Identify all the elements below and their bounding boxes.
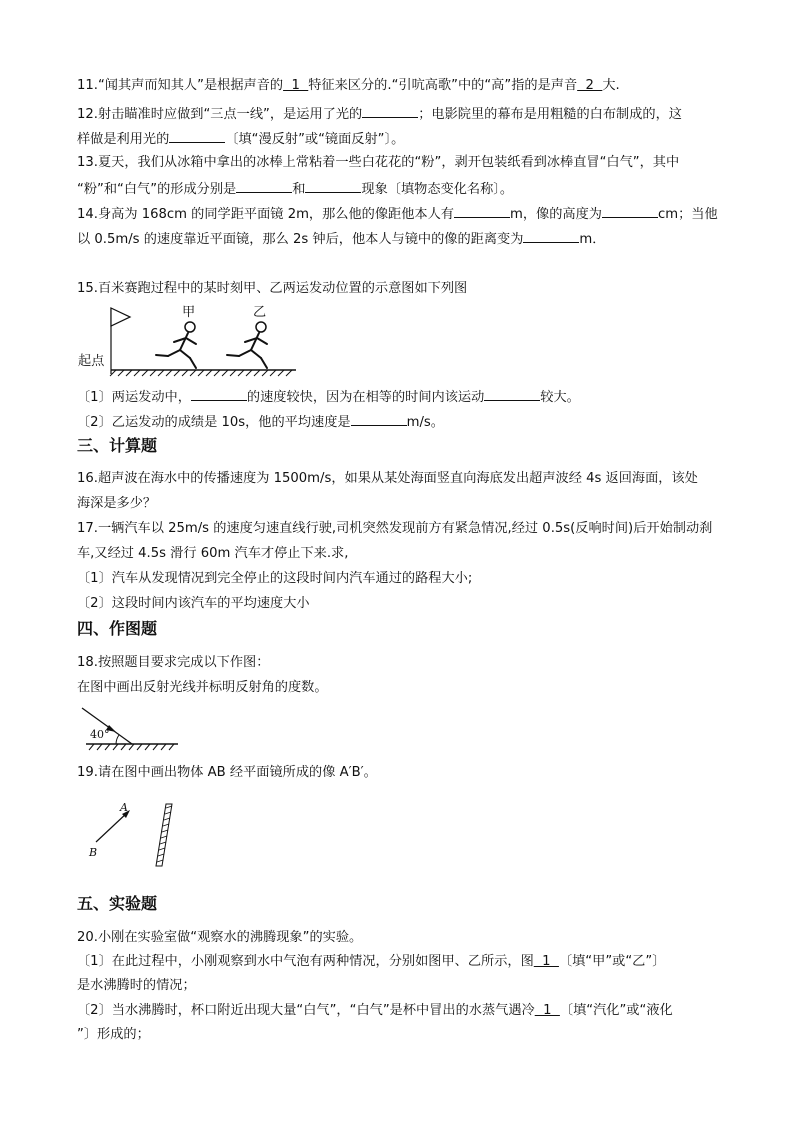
q11-line bbox=[77, 76, 620, 96]
mirror-hatching bbox=[89, 744, 174, 750]
q13-text-2b: 和 bbox=[292, 182, 306, 197]
q12-blank-1[interactable] bbox=[362, 103, 418, 118]
q15-stem: 15.百米赛跑过程中的某时刻甲、乙两运发动位置的示意图如下列图 bbox=[77, 281, 468, 296]
q20-text-1b: 〔填“甲”或“乙”〕 bbox=[558, 954, 666, 969]
q16-line-2: 海深是多少？ bbox=[77, 496, 157, 511]
q13-line-2 bbox=[77, 178, 513, 200]
q11-text-a: 11.“闻其声而知其人”是根据声音的 bbox=[77, 78, 284, 93]
start-flag-icon bbox=[111, 308, 130, 326]
q14-line-2 bbox=[77, 228, 605, 250]
section-heading-drawing: 四、作图题 bbox=[77, 619, 158, 638]
q13-text-2c: 现象〔填物态变化名称〕。 bbox=[361, 182, 514, 197]
q18-line-2: 在图中画出反射光线并标明反射角的度数。 bbox=[77, 680, 328, 695]
section-heading-calc: 三、计算题 bbox=[77, 436, 158, 455]
q12-text-2a: 样做是利用光的 bbox=[77, 132, 170, 147]
q15-text-1c: 较大。 bbox=[540, 390, 580, 405]
q15-blank-2[interactable] bbox=[484, 386, 540, 401]
q20-answer-2: 1 bbox=[534, 1003, 560, 1018]
q20-answer-1: 1 bbox=[533, 954, 559, 969]
q14-text-2b: m． bbox=[579, 232, 606, 247]
q13-blank-2[interactable] bbox=[305, 178, 361, 193]
label-start: 起点 bbox=[78, 354, 105, 369]
q12-line-1 bbox=[77, 103, 682, 125]
q20-part-2 bbox=[77, 1001, 673, 1021]
q20-line-1: 20.小刚在实验室做“观察水的沸腾现象”的实验。 bbox=[77, 930, 363, 945]
q18-reflection-figure bbox=[76, 702, 186, 752]
q17-part-2: 〔2〕这段时间内该汽车的平均速度大小 bbox=[77, 596, 310, 611]
q11-text-c: 大. bbox=[602, 78, 620, 93]
q12-line-2 bbox=[77, 128, 404, 150]
point-b-label: B bbox=[89, 846, 98, 859]
q14-text-1a: 14.身高为 168cm 的同学距平面镜 2m，那么他的像距他本人有 bbox=[77, 207, 454, 222]
q18-line-1: 18.按照题目要求完成以下作图： bbox=[77, 655, 270, 670]
q17-line-1: 17.一辆汽车以 25m/s 的速度匀速直线行驶,司机突然发现前方有紧急情况,经过 0.5s(反响时间)后开始制动刹 bbox=[77, 521, 713, 536]
runner-yi-icon bbox=[227, 322, 267, 368]
q20-text-2b: 〔填“汽化”或“液化 bbox=[559, 1003, 673, 1018]
q13-line-1: 13.夏天，我们从冰箱中拿出的冰棒上常粘着一些白花花的“粉”，剥开包装纸看到冰棒直冒“白气”，其中 bbox=[77, 155, 680, 170]
q15-part-1 bbox=[77, 386, 580, 408]
q16-line-1: 16.超声波在海水中的传播速度为 1500m/s，如果从某处海面竖直向海底发出超声波经 4s 返回海面，该处 bbox=[77, 471, 698, 486]
angle-label: 40° bbox=[90, 728, 110, 741]
q15-text-1b: 的速度较快，因为在相等的时间内该运动 bbox=[246, 390, 485, 405]
q12-text-1a: 12.射击瞄准时应做到“三点一线”，是运用了光的 bbox=[77, 107, 363, 122]
point-a-label: A bbox=[120, 801, 128, 814]
q14-blank-3[interactable] bbox=[523, 228, 579, 243]
q13-text-2a: “粉”和“白气”的形成分别是 bbox=[77, 182, 237, 197]
q14-blank-2[interactable] bbox=[602, 203, 658, 218]
q14-line-1 bbox=[77, 203, 718, 225]
q17-part-1: 〔1〕汽车从发现情况到完全停止的这段时间内汽车通过的路程大小; bbox=[77, 571, 473, 586]
q12-text-2b: 〔填“漫反射”或“镜面反射”〕。 bbox=[225, 132, 405, 147]
q14-text-1c: cm；当他 bbox=[657, 207, 718, 222]
q15-text-2b: m/s。 bbox=[406, 415, 444, 430]
section-heading-experiment: 五、实验题 bbox=[77, 894, 158, 913]
q19-line-1: 19.请在图中画出物体 AB 经平面镜所成的像 A′B′。 bbox=[77, 765, 377, 780]
q15-blank-3[interactable] bbox=[351, 411, 407, 426]
plane-mirror bbox=[156, 804, 172, 866]
q15-race-figure bbox=[76, 300, 316, 380]
q20-part-1 bbox=[77, 952, 665, 972]
q20-text-2a: 〔2〕当水沸腾时，杯口附近出现大量“白气”，“白气”是杯中冒出的水蒸气遇冷 bbox=[77, 1003, 535, 1018]
q11-answer-2: 2 bbox=[577, 78, 603, 93]
q20-part-2-line-2: ”〕形成的； bbox=[77, 1027, 150, 1042]
q14-blank-1[interactable] bbox=[454, 203, 510, 218]
q19-mirror-figure bbox=[86, 796, 196, 872]
q20-text-1a: 〔1〕在此过程中，小刚观察到水中气泡有两种情况，分别如图甲、乙所示，图 bbox=[77, 954, 534, 969]
q13-blank-1[interactable] bbox=[236, 178, 292, 193]
runner-jia-icon bbox=[156, 322, 196, 368]
q15-text-1a: 〔1〕两运发动中， bbox=[77, 390, 191, 405]
q15-blank-1[interactable] bbox=[191, 386, 247, 401]
label-yi: 乙 bbox=[253, 305, 267, 320]
q15-part-2 bbox=[77, 411, 444, 433]
q11-text-b: 特征来区分的.“引吭高歌”中的“高”指的是声音 bbox=[308, 78, 578, 93]
track-hatching bbox=[110, 370, 292, 376]
q11-answer-1: 1 bbox=[283, 78, 309, 93]
q14-text-1b: m，像的高度为 bbox=[510, 207, 602, 222]
q14-text-2a: 以 0.5m/s 的速度靠近平面镜，那么 2s 钟后，他本人与镜中的像的距离变为 bbox=[77, 232, 524, 247]
q20-part-1-line-2: 是水沸腾时的情况； bbox=[77, 978, 196, 993]
q12-blank-2[interactable] bbox=[169, 128, 225, 143]
label-jia: 甲 bbox=[182, 305, 196, 320]
q12-text-1b: ；电影院里的幕布是用粗糙的白布制成的，这 bbox=[418, 107, 682, 122]
angle-arc bbox=[116, 735, 119, 744]
q17-line-2: 车,又经过 4.5s 滑行 60m 汽车才停止下来.求, bbox=[77, 546, 349, 561]
q15-text-2a: 〔2〕乙运发动的成绩是 10s，他的平均速度是 bbox=[77, 415, 351, 430]
